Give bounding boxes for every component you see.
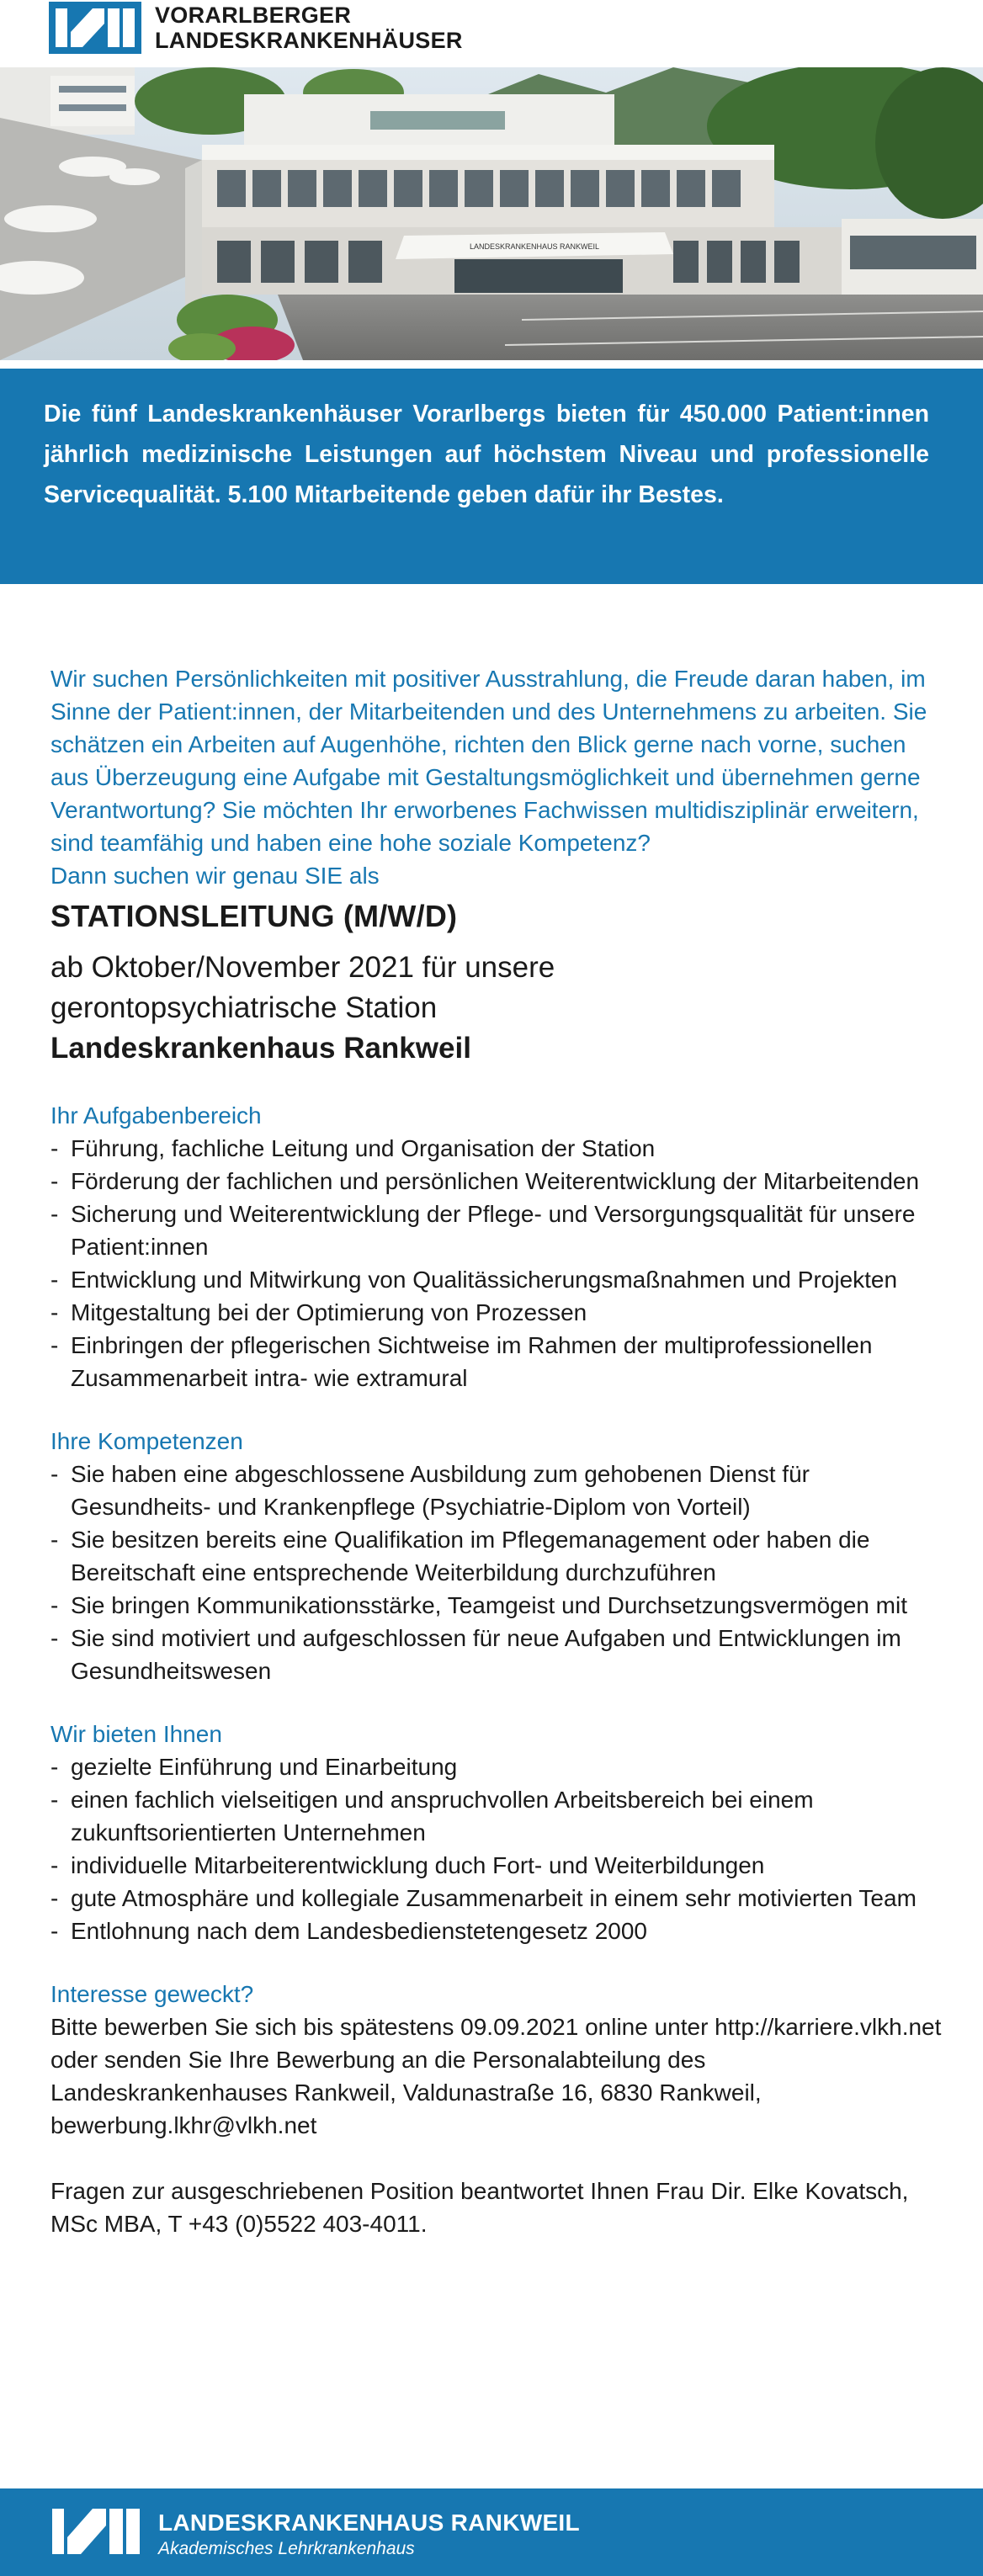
list-item: - Entlohnung nach dem Landesbedienstetengesetz 2000: [50, 1915, 943, 1947]
offer-list: [50, 1750, 943, 1947]
list-item: - Sie sind motiviert und aufgeschlossen für neue Aufgaben und Entwicklungen im Gesundheitswesen: [50, 1622, 943, 1687]
skills-list: [50, 1458, 943, 1687]
list-item: - Sie besitzen bereits eine Qualifikation im Pflegemanagement oder haben die Bereitschaft eine entsprechende Weiterbildung durchzuführen: [50, 1523, 943, 1589]
vlkh-logo-icon: [49, 2, 141, 54]
header-logo: [49, 0, 463, 56]
list-item: - individuelle Mitarbeiterentwicklung duch Fort- und Weiterbildungen: [50, 1849, 943, 1882]
job-title: STATIONSLEITUNG (M/W/D): [50, 899, 458, 933]
logo-line-2: LANDESKRANKENHÄUSER: [155, 28, 463, 53]
job-subtitle-line-1: ab Oktober/November 2021 für unsere: [50, 951, 555, 984]
list-item: - Sie haben eine abgeschlossene Ausbildung zum gehobenen Dienst für Gesundheits- und Krankenpflege (Psychiatrie-Diplom von Vorteil): [50, 1458, 943, 1523]
list-item: - gute Atmosphäre und kollegiale Zusammenarbeit in einem sehr motivierten Team: [50, 1882, 943, 1915]
logo-line-1: VORARLBERGER: [155, 3, 352, 28]
tasks-section: [50, 1099, 943, 1394]
list-item: - Förderung der fachlichen und persönlichen Weiterentwicklung der Mitarbeitenden: [50, 1165, 943, 1198]
offer-section: [50, 1718, 943, 1947]
lead-paragraph: Wir suchen Persönlichkeiten mit positiver Ausstrahlung, die Freude daran haben, im Sinne der Patient:innen, der Mitarbeitenden und des Unternehmens zu arbeiten. Sie schätzen ein Arbeiten auf Augenhöhe, richten den Blick gerne nach vorne, suchen aus Überzeugung eine Aufgabe mit Gestaltungsmöglichkeit und übernehmen gerne Verantwortung? Sie möchten Ihr erworbenes Fachwissen multidisziplinär erweitern, sind teamfähig und haben eine hohe soziale Kompetenz?: [50, 666, 927, 856]
contact-text: Fragen zur ausgeschriebenen Position beantwortet Ihnen Frau Dir. Elke Kovatsch, MSc MBA, T +43 (0)5522 403-4011.: [50, 2178, 909, 2237]
intro-band: [0, 369, 983, 584]
lead-close: Dann suchen wir genau SIE als: [50, 863, 380, 889]
list-item: - Führung, fachliche Leitung und Organisation der Station: [50, 1132, 943, 1165]
list-item: - einen fachlich vielseitigen und anspruchvollen Arbeitsbereich bei einem zukunftsorientierten Unternehmen: [50, 1783, 943, 1849]
job-ad-content: [50, 662, 943, 2240]
job-subtitle: [50, 948, 943, 1028]
list-item: - gezielte Einführung und Einarbeitung: [50, 1750, 943, 1783]
intro-text: Die fünf Landeskrankenhäuser Vorarlbergs bieten für 450.000 Patient:innen jährlich medizinische Leistungen auf höchstem Niveau und professionelle Servicequalität. 5.100 Mitarbeitende geben dafür ihr Bestes.: [44, 401, 929, 508]
hospital-photo: [0, 67, 983, 360]
footer-band: [0, 2488, 983, 2576]
apply-text: Bitte bewerben Sie sich bis spätestens 09.09.2021 online unter http://karriere.vlkh.net oder senden Sie Ihre Bewerbung an die Personalabteilung des Landeskrankenhauses Rankweil, Valdunastraße 16, 6830 Rankweil, bewerbung.lkhr@vlkh.net: [50, 2014, 942, 2138]
skills-heading: Ihre Kompetenzen: [50, 1428, 243, 1454]
list-item: - Sie bringen Kommunikationsstärke, Teamgeist und Durchsetzungsvermögen mit: [50, 1589, 943, 1622]
building-sign: LANDESKRANKENHAUS RANKWEIL: [469, 242, 600, 251]
apply-heading: Interesse geweckt?: [50, 1981, 254, 2007]
apply-section: [50, 1978, 943, 2240]
footer-subtitle: Akademisches Lehrkrankenhaus: [158, 2539, 415, 2558]
skills-section: [50, 1425, 943, 1687]
list-item: - Entwicklung und Mitwirkung von Qualitässicherungsmaßnahmen und Projekten: [50, 1263, 943, 1296]
list-item: - Einbringen der pflegerischen Sichtweise im Rahmen der multiprofessionellen Zusammenarbeit intra- wie extramural: [50, 1329, 943, 1394]
offer-heading: Wir bieten Ihnen: [50, 1721, 222, 1747]
tasks-list: [50, 1132, 943, 1394]
list-item: - Sicherung und Weiterentwicklung der Pflege- und Versorgungsqualität für unsere Patient:innen: [50, 1198, 943, 1263]
job-place: Landeskrankenhaus Rankweil: [50, 1032, 471, 1065]
footer-hospital-name: LANDESKRANKENHAUS RANKWEIL: [158, 2510, 580, 2536]
job-subtitle-line-2: gerontopsychiatrische Station: [50, 991, 438, 1024]
lkh-logo-icon: [49, 2504, 143, 2559]
tasks-heading: Ihr Aufgabenbereich: [50, 1102, 262, 1129]
list-item: - Mitgestaltung bei der Optimierung von Prozessen: [50, 1296, 943, 1329]
